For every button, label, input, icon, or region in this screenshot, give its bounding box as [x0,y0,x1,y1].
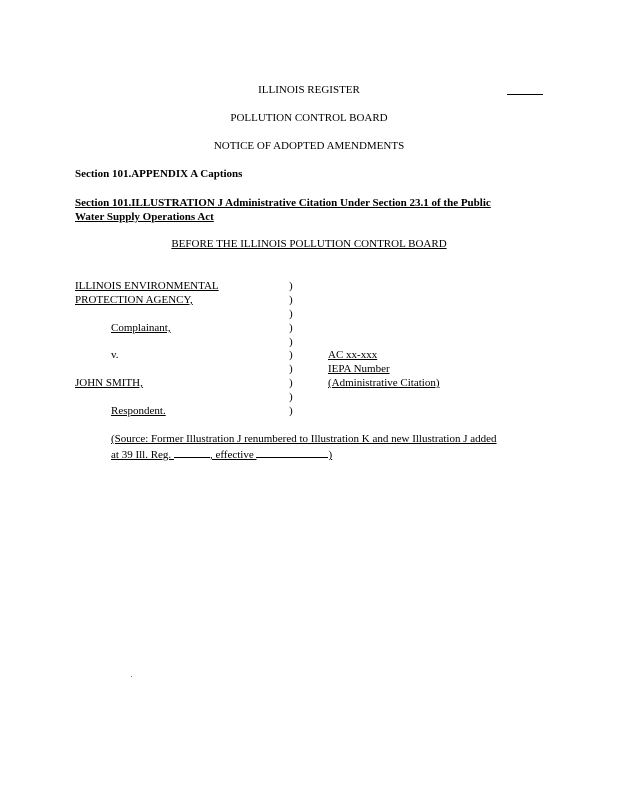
respondent-role: Respondent. [111,405,166,417]
caption-paren: ) [289,322,293,334]
caption-paren: ) [289,377,293,389]
register-title: ILLINOIS REGISTER [258,84,360,96]
board-title: POLLUTION CONTROL BOARD [230,112,388,124]
caption-paren: ) [289,349,293,361]
citation-type: (Administrative Citation) [328,377,440,389]
page-number-blank [507,94,543,95]
section-appendix-heading: Section 101.APPENDIX A Captions [75,168,243,180]
complainant-name-line1: ILLINOIS ENVIRONMENTAL [75,280,219,292]
caption-paren: ) [289,336,293,348]
source-note-line1: (Source: Former Illustration J renumbered to Illustration K and new Illustration J added [111,433,497,445]
source-note-register-prefix: at 39 Ill. Reg. [111,449,174,461]
complainant-role: Complainant, [111,322,171,334]
register-volume-blank [174,447,210,458]
iepa-number: IEPA Number [328,363,390,375]
respondent-name: JOHN SMITH, [75,377,143,389]
section-illustration-heading-line2: Water Supply Operations Act [75,211,214,223]
complainant-name-line2: PROTECTION AGENCY, [75,294,193,306]
source-note-line2 [111,447,332,461]
caption-paren: ) [289,363,293,375]
source-note-close: ) [328,449,333,461]
caption-paren: ) [289,391,293,403]
notice-title: NOTICE OF ADOPTED AMENDMENTS [213,140,405,152]
section-illustration-heading-line1: Section 101.ILLUSTRATION J Administrative Citation Under Section 23.1 of the Public [75,197,491,209]
ac-number: AC xx-xxx [328,349,378,361]
effective-date-blank [256,447,328,458]
caption-paren: ) [289,280,293,292]
before-board-heading: BEFORE THE ILLINOIS POLLUTION CONTROL BOARD [171,238,447,250]
caption-paren: ) [289,294,293,306]
stray-mark [131,676,132,677]
caption-paren: ) [289,405,293,417]
source-note-effective-label: , effective [209,449,257,461]
caption-paren: ) [289,308,293,320]
versus-label: v. [111,349,119,361]
